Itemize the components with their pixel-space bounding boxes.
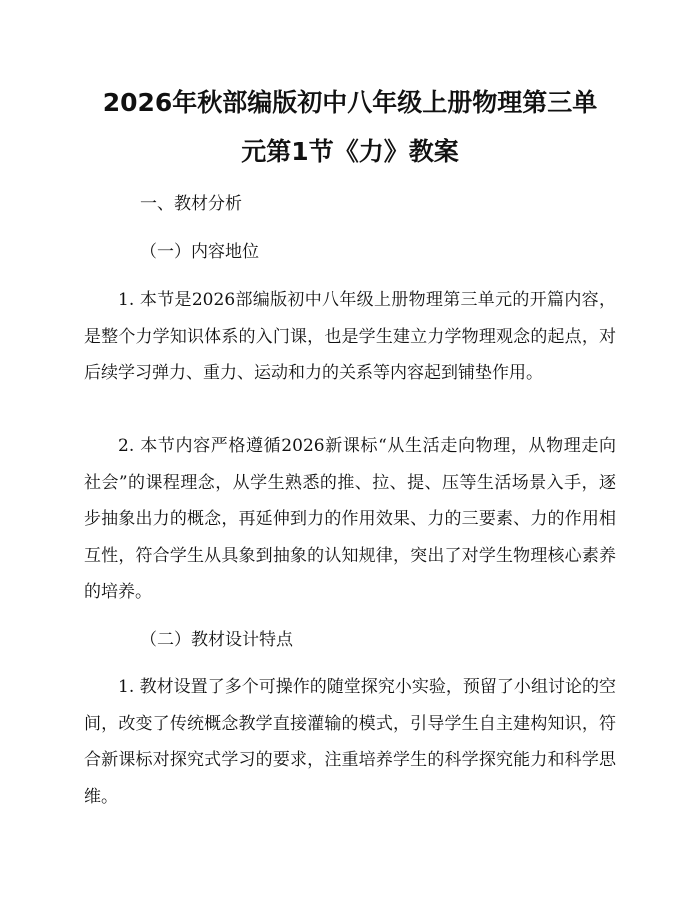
paragraph-1: 1. 本节是2026部编版初中八年级上册物理第三单元的开篇内容，是整个力学知识体系的入门课，也是学生建立力学物理观念的起点，对后续学习弹力、重力、运动和力的关系等内容起到铺垫作用。 — [84, 290, 616, 383]
subheading-content-position: （一）内容地位 — [140, 242, 259, 262]
document-title-line-1: 2026年秋部编版初中八年级上册物理第三单 — [102, 88, 598, 117]
document-title-line-2: 元第1节《力》教案 — [241, 137, 459, 166]
subheading-design-features: （二）教材设计特点 — [140, 630, 293, 650]
section-heading-textbook-analysis: 一、教材分析 — [140, 194, 242, 214]
paragraph-3: 1. 教材设置了多个可操作的随堂探究小实验，预留了小组讨论的空间，改变了传统概念教学直接灌输的模式，引导学生自主建构知识，符合新课标对探究式学习的要求，注重培养学生的科学探究能力和科学思维。 — [84, 677, 616, 807]
paragraph-2: 2. 本节内容严格遵循2026新课标“从生活走向物理，从物理走向社会”的课程理念，从学生熟悉的推、拉、提、压等生活场景入手，逐步抽象出力的概念，再延伸到力的作用效果、力的三要素、力的作用相互性，符合学生从具象到抽象的认知规律，突出了对学生物理核心素养的培养。 — [84, 436, 616, 602]
